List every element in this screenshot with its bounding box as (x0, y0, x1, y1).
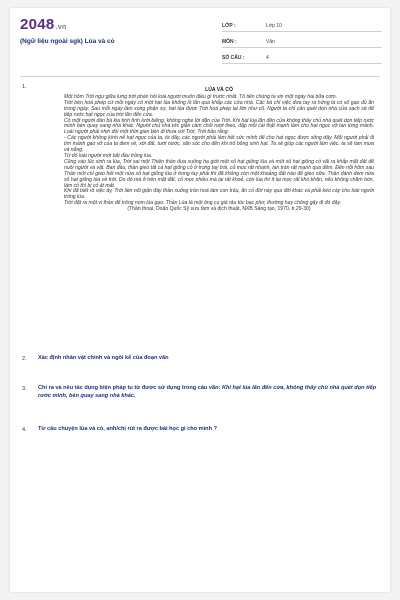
meta-table (222, 18, 382, 66)
passage-paragraph: Có một người đàn bà kia tính tình lười biếng, không nghe lời dặn của Trời. Khi hạt lúa lăn đến cửa không thấy chủ nhà quét dọn tiếp rước mình bèn quay sang nhà khác. Người chủ nhà tức giận cầm chổi rượt theo, đập mỗi cái thật mạnh làm cho hạt ngọc vỡ tan từng mảnh. Loài người phải nhịn đói một thời gian bèn đi thưa với Trời, Trời bảo rằng: (64, 117, 374, 136)
meta-row-class (222, 18, 382, 32)
question-2 (38, 354, 378, 362)
meta-value: Văn (266, 39, 275, 45)
meta-value: Lớp 10 (266, 23, 282, 29)
question-text: Chỉ ra và nêu tác dụng biện pháp tu từ được sử dụng trong câu văn: (38, 385, 222, 391)
passage-source: (Thần thoại, Doãn Quốc Sỹ sưu tầm và dịch thuật, NXB Sáng tạo, 1970, tr.29-30) (127, 206, 311, 213)
meta-row-question-count (222, 50, 382, 64)
question-4 (38, 425, 378, 433)
worksheet-title: (Ngữ liệu ngoài sgk) Lúa và cỏ (20, 38, 115, 45)
worksheet-page (10, 8, 390, 592)
question-text: Xác định nhân vật chính và ngôi kể của đoạn văn (38, 355, 169, 361)
reading-passage (64, 88, 374, 213)
meta-key: SỐ CÂU : (222, 55, 245, 61)
passage-title: LÚA VÀ CỎ (205, 87, 233, 93)
question-number: 4. (22, 427, 27, 433)
logo-ext: .vn (55, 24, 67, 31)
site-logo[interactable] (20, 16, 67, 33)
passage-paragraph: Từ đó loài người mới bắt đầu trồng lúa. (64, 152, 153, 159)
passage-paragraph: Một hôm Trời ngự giữa lưng trời phán hỏi loài người muốn điều gì trước nhất. Tố tiên chúng ta xin một ngày hai bữa cơm. (64, 93, 338, 100)
question-number: 3. (22, 386, 27, 392)
meta-key: MÔN : (222, 39, 237, 45)
passage-paragraph: - Các người không kính nể hạt ngọc của ta, từ đây, các người phải làm hết sức mình để cho hạt ngọc được sống dậy. Mỗi người phải đi tìm mảnh gạo vỡ của ta đem về, xới đất, tưới nước, săn sóc cho đến khi trổ bông sinh hạt. Ta sẽ giúp các người làm việc, ta sẽ làm mưa và nắng. (64, 135, 374, 154)
logo-main: 2048 (20, 16, 55, 33)
question-quote: Khi hạt lúa lăn đến cửa, không thấy chủ nhà quét dọn tiếp rước mình, bèn quay sang nhà khác. (38, 385, 377, 399)
question-3 (38, 384, 378, 400)
passage-paragraph: Trời đặt ra một vị thần để trông nom lúa gạo. Thần Lúa là một ông cụ già râu tóc bạc phơ, thường hay chống gậy đi đó đây. (64, 200, 342, 207)
passage-paragraph: Khi đã biết rõ việc ấy, Trời liền nổi giận đày thần xuống trần hoá làm con trâu, ăn cỏ đời này qua đời khác và phải kéo cày cho loài người trồng lúa. (64, 188, 374, 201)
question-number: 1. (22, 84, 27, 90)
question-number: 2. (22, 356, 27, 362)
meta-value: 4 (266, 55, 269, 61)
meta-key: LỚP : (222, 23, 236, 29)
passage-paragraph: Cũng vào lúc sinh ra lúa, Trời sai một Thiên thần đưa xuống hạ giới một số hạt giống lúa và một số hạt giống cỏ vãi ra khắp mặt đất để nuôi người và vật. Ban đầu, thần gieo tất cả hạt giống cỏ ở trong tay trái, cỏ mọc rất nhanh, lan tràn rất mạnh qua đêm. Đến nỗi hôm sau Thần mới chỉ gieo hết một nửa số hạt giống lúa ở trong tay phải thì đã không còn một khoảng đất nào để gieo nữa. Thần đành đem nửa số hạt giống lúa về trời. Do đó mà ở trên mặt đất, cỏ mọc nhiều mà lại rất khoẻ, còn lúa thì ít lại mọc rất khó khăn, nếu không chăm bón, làm cỏ thì bị cỏ át mất. (64, 158, 374, 189)
header-divider (20, 76, 380, 77)
meta-row-subject (222, 34, 382, 48)
passage-paragraph: Trời bèn hoá phép cứ mỗi ngày có một hạt lúa khổng lồ lăn qua khắp các cửa nhà. Các bà chỉ việc đưa tay ra hứng là có số gạo đủ ăn trong ngày. Sau mỗi ngày làm xong phận sự, hạt lúa được Trời hoá phép lại lớn như cũ. Người ta chỉ cần quét dọn nhà cửa sạch sẽ để tiếp rước hạt ngọc của trời lăn đến cửa. (64, 99, 374, 118)
question-text: Từ câu chuyện lúa và cỏ, anh/chị rút ra được bài học gì cho mình ? (38, 426, 217, 432)
